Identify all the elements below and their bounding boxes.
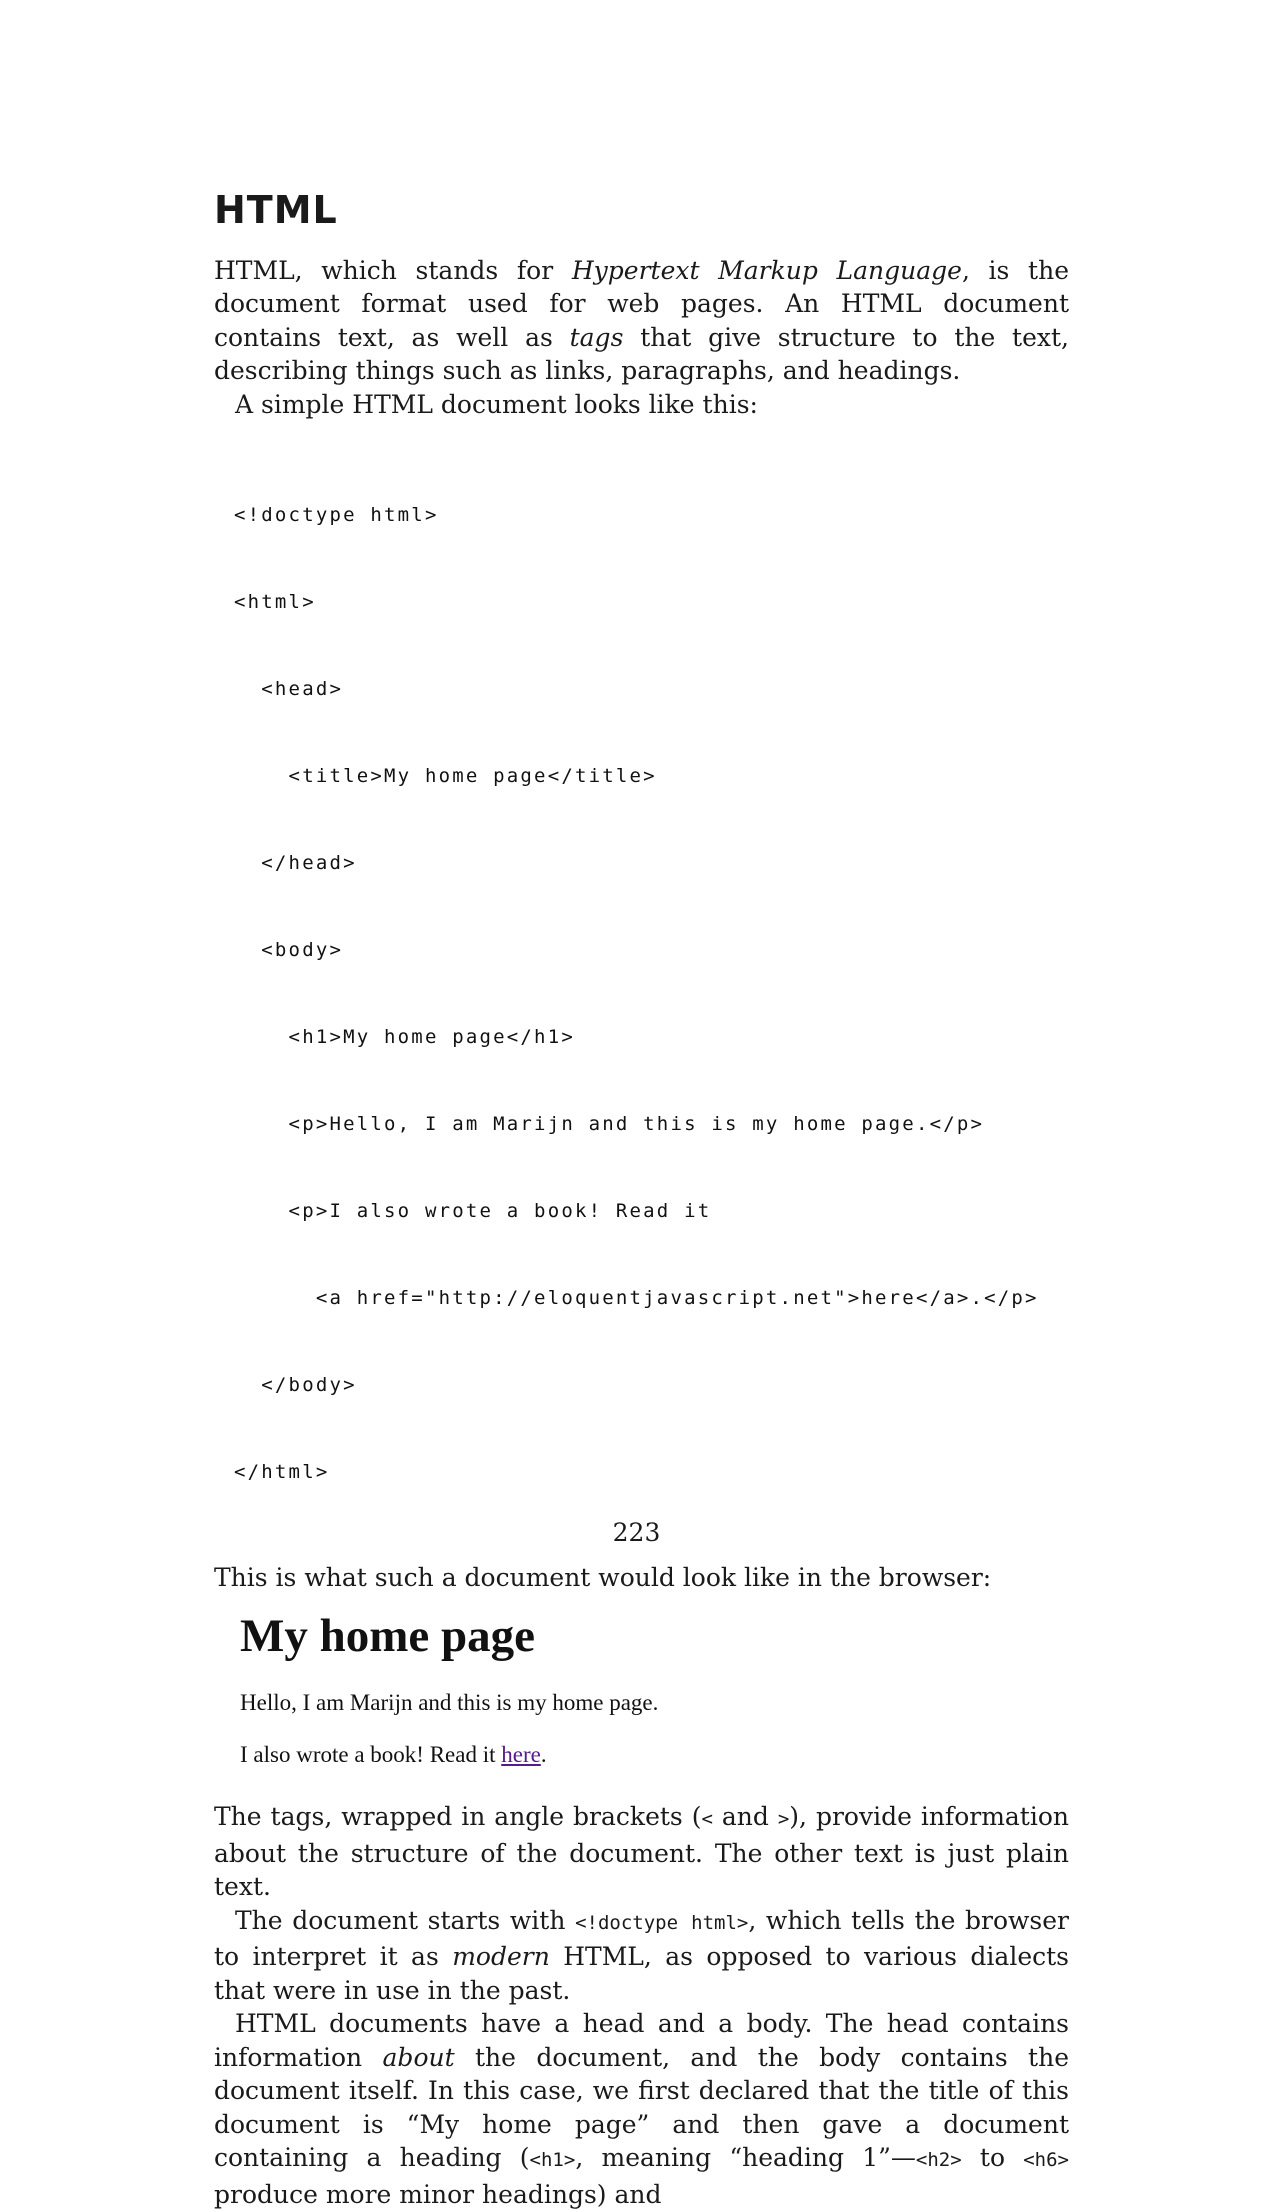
code-line: <h1>My home page</h1> [234,1026,575,1049]
intro-text-3: that give structure to the text, describing things such as links, paragraphs, and headings. [214,322,1069,386]
preview-heading: My home page [240,1609,536,1662]
h6-inline-code: <h6> [1023,2149,1069,2172]
code-listing [234,443,1069,1545]
preview-link-here[interactable]: here [501,1742,541,1768]
gt-symbol: > [777,1808,790,1831]
head-body-text-5: produce more minor headings) and [214,2179,662,2209]
doctype-emphasis-modern: modern [452,1942,550,1972]
head-body-paragraph [214,2007,1069,2211]
page-number: 223 [612,1518,661,1547]
code-line: <p>I also wrote a book! Read it [234,1200,712,1223]
intro-text-2: , is the document format used for web pages. An HTML document contains text, as well as [214,255,1069,352]
preview-paragraph-2 [240,1740,1069,1770]
preview-paragraph-2-end: . [540,1742,547,1768]
tags-text-and: and [712,1802,778,1832]
doctype-text-1: The document starts with [235,1905,576,1935]
code-line: <title>My home page</title> [234,765,657,788]
tags-text-2: ), provide information about the structure of the document. The other text is just plain text. [214,1802,1069,1902]
code-line: </html> [234,1461,330,1484]
head-body-emphasis-about: about [382,2042,455,2072]
page-content [214,190,1069,2211]
doctype-text-2: , which tells the browser to interpret it as [214,1905,1069,1972]
code-line: <!doctype html> [234,504,439,527]
head-body-text-1: HTML documents have a head and a body. The head contains information [214,2009,1069,2072]
section-title: HTML [214,188,338,232]
intro-emphasis-hypertext: Hypertext Markup Language [571,255,962,285]
intro-emphasis-tags: tags [569,322,624,352]
doctype-inline-code: <!doctype html> [575,1911,749,1934]
code-line: <a href="http://eloquentjavascript.net">here</a>.</p> [234,1287,1039,1310]
intro-paragraph [214,254,1069,388]
head-body-text-2: the document, and the body contains the document itself. In this case, we first declared that the title of this document is “My home page” and then gave a document containing a heading ( [214,2042,1069,2173]
code-line: </body> [234,1374,357,1397]
code-intro-paragraph: A simple HTML document looks like this: [235,389,758,419]
browser-intro-paragraph: This is what such a document would look like in the browser: [214,1563,992,1593]
browser-preview [240,1611,1069,1770]
code-line: <p>Hello, I am Marijn and this is my home page.</p> [234,1113,985,1136]
tags-text-1: The tags, wrapped in angle brackets ( [214,1802,702,1832]
preview-paragraph-1: Hello, I am Marijn and this is my home page. [240,1690,659,1716]
code-line: </head> [234,852,357,875]
head-body-text-3: , meaning “heading 1”— [575,2143,916,2173]
code-line: <head> [234,678,344,701]
tags-paragraph [214,1800,1069,1904]
intro-text-1: HTML, which stands for [214,255,572,285]
doctype-text-3: HTML, as opposed to various dialects that were in use in the past. [214,1942,1069,2005]
preview-paragraph-2-text: I also wrote a book! Read it [240,1742,502,1768]
h2-inline-code: <h2> [915,2149,962,2172]
lt-symbol: < [701,1808,713,1831]
code-line: <html> [234,591,316,614]
h1-inline-code: <h1> [529,2149,576,2172]
doctype-paragraph [214,1904,1069,2008]
code-line: <body> [234,939,344,962]
head-body-text-4: to [961,2143,1024,2173]
